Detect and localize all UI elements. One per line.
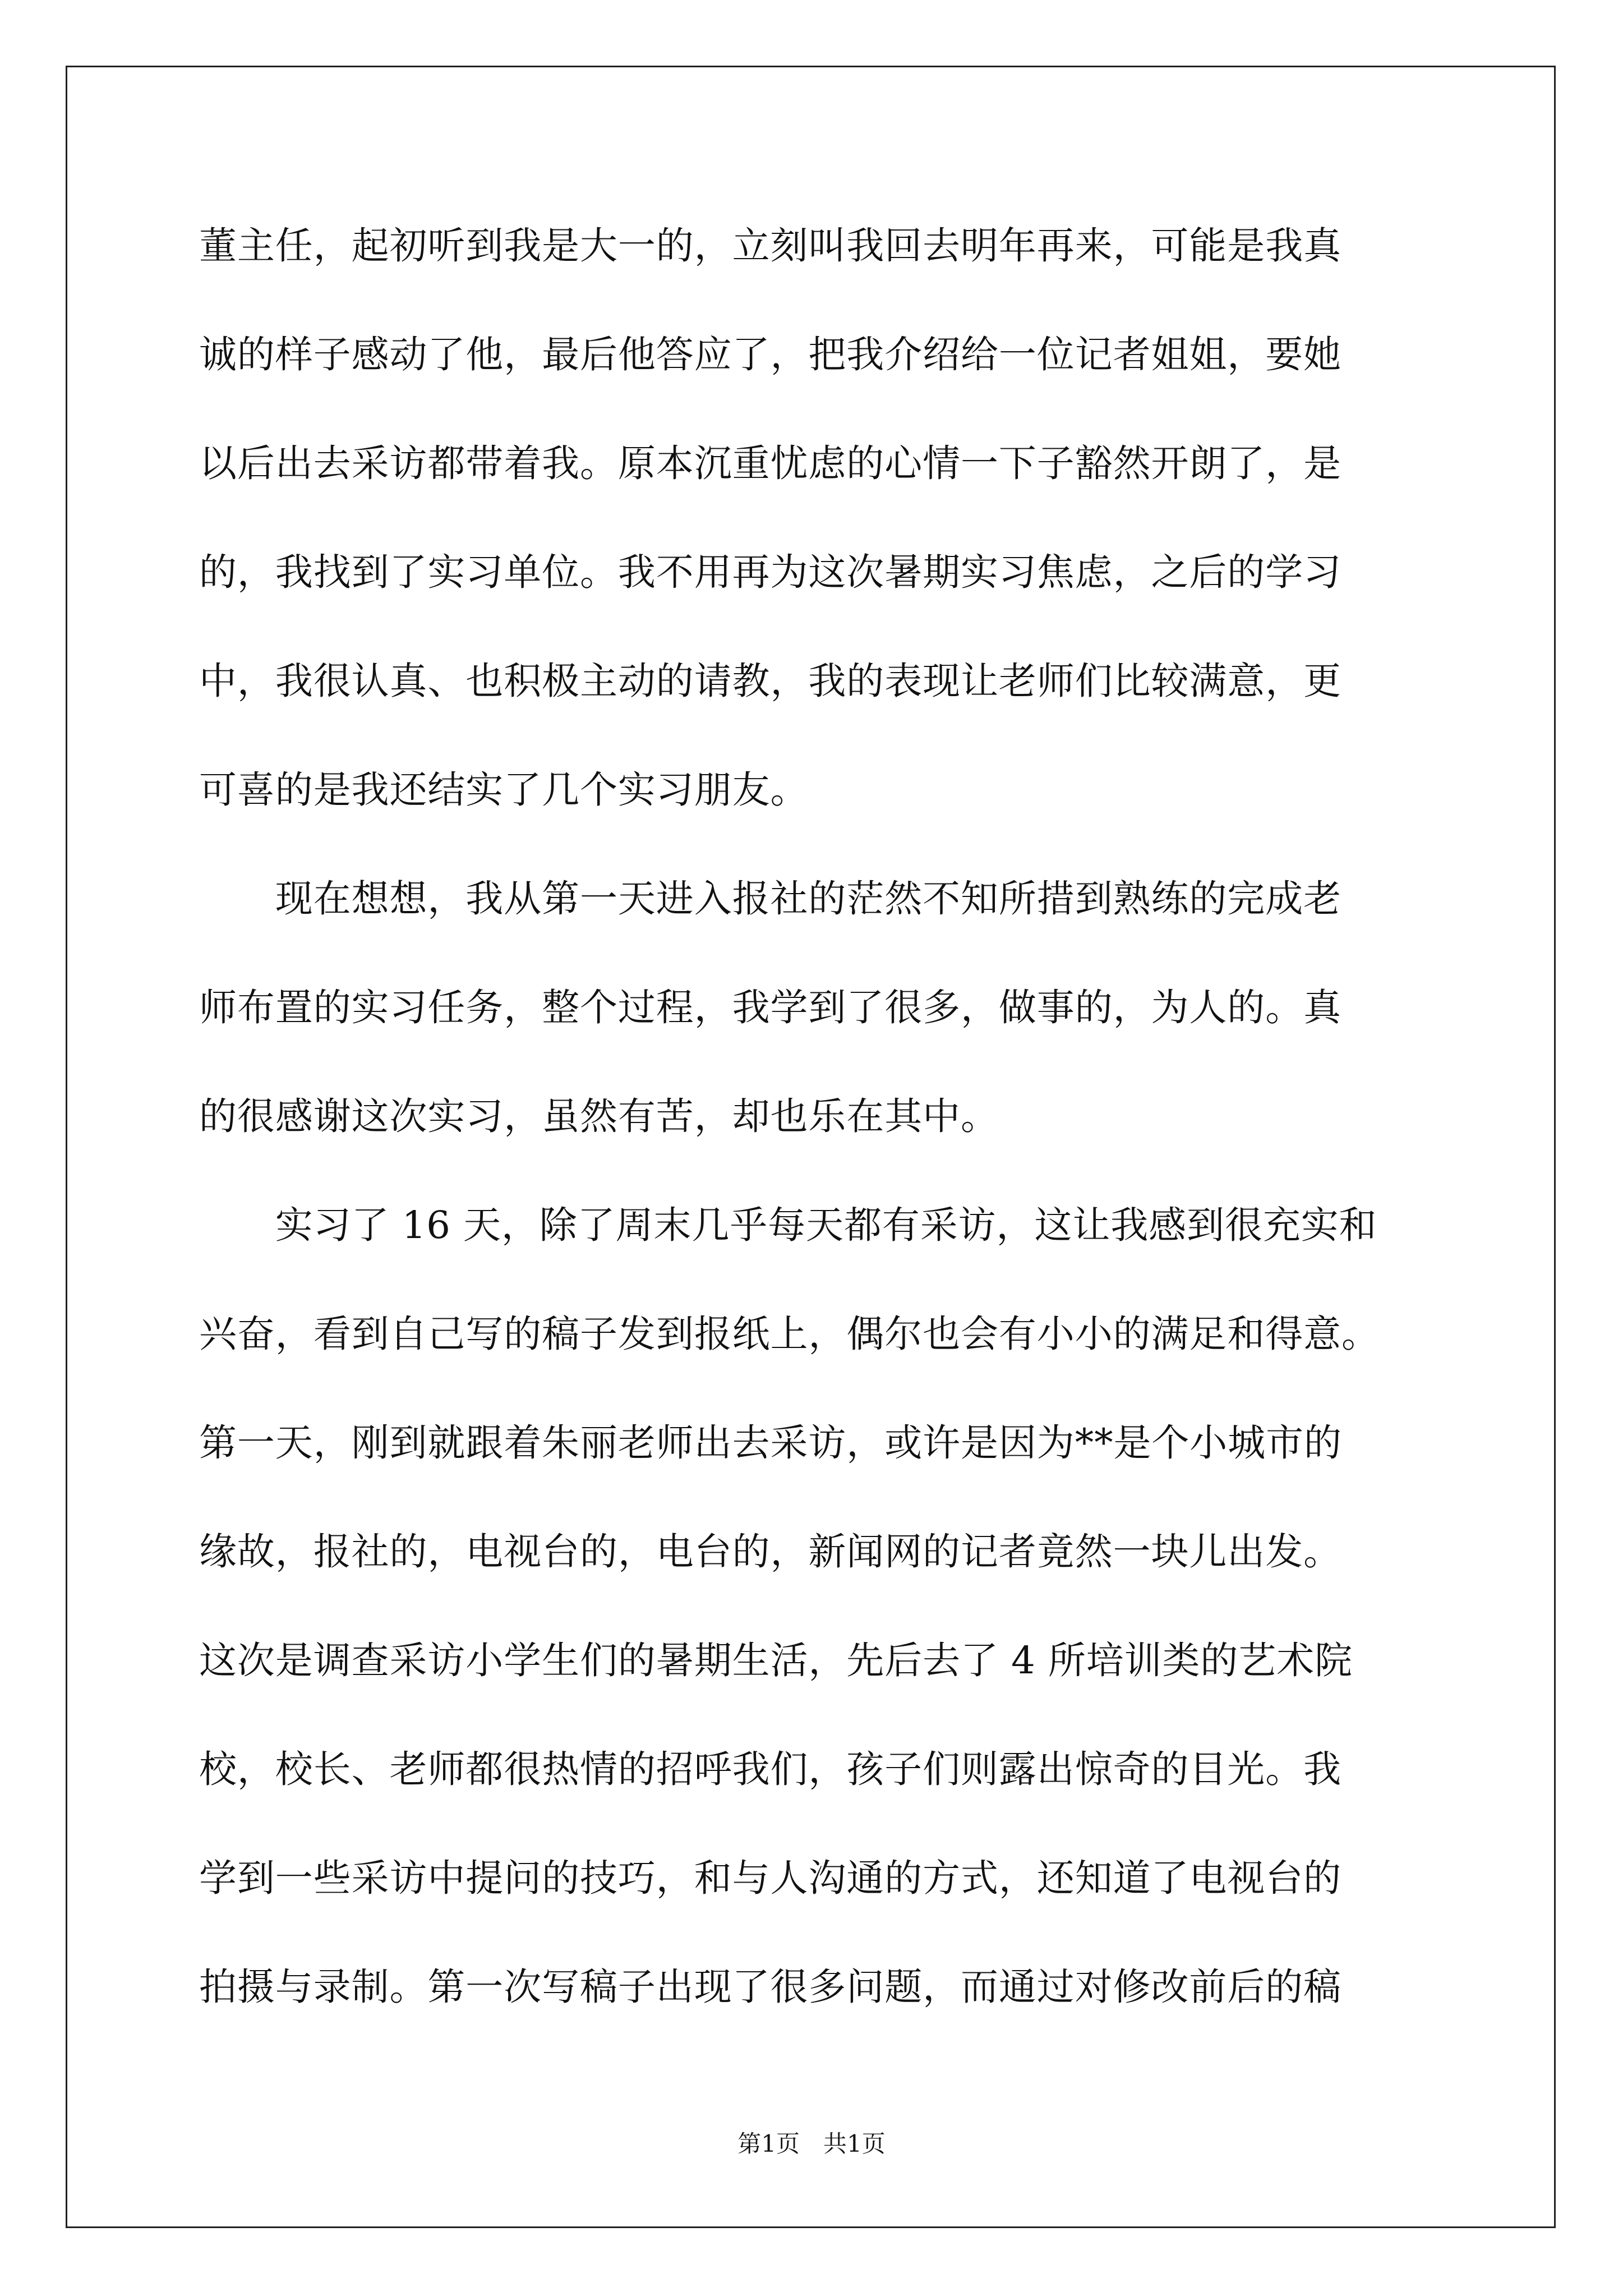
text-line: 兴奋，看到自己写的稿子发到报纸上，偶尔也会有小小的满足和得意。 xyxy=(199,1312,1380,1356)
text-line: 的，我找到了实习单位。我不用再为这次暑期实习焦虑，之后的学习 xyxy=(199,550,1341,594)
text-line: 校，校长、老师都很热情的招呼我们，孩子们则露出惊奇的目光。我 xyxy=(199,1747,1341,1791)
document-body xyxy=(199,206,1433,2056)
text-line: 实习了 16 天，除了周末几乎每天都有采访，这让我感到很充实和 xyxy=(199,1203,1377,1247)
text-line: 现在想想，我从第一天进入报社的茫然不知所措到熟练的完成老 xyxy=(199,877,1341,921)
text-line: 的很感谢这次实习，虽然有苦，却也乐在其中。 xyxy=(199,1094,999,1138)
text-line: 第一天，刚到就跟着朱丽老师出去采访，或许是因为**是个小城市的 xyxy=(199,1421,1342,1465)
page-footer: 第1页 共1页 xyxy=(737,2130,886,2157)
text-line: 以后出去采访都带着我。原本沉重忧虑的心情一下子豁然开朗了，是 xyxy=(199,441,1341,485)
text-line: 中，我很认真、也积极主动的请教，我的表现让老师们比较满意，更 xyxy=(199,659,1341,703)
text-line: 可喜的是我还结实了几个实习朋友。 xyxy=(199,768,809,812)
text-line: 师布置的实习任务，整个过程，我学到了很多，做事的，为人的。真 xyxy=(199,986,1341,1029)
text-line: 这次是调查采访小学生们的暑期生活，先后去了 4 所培训类的艺术院 xyxy=(199,1639,1353,1682)
text-line: 学到一些采访中提问的技巧，和与人沟通的方式，还知道了电视台的 xyxy=(199,1856,1341,1900)
text-line: 缘故，报社的，电视台的，电台的，新闻网的记者竟然一块儿出发。 xyxy=(199,1530,1341,1573)
text-line: 董主任，起初听到我是大一的，立刻叫我回去明年再来，可能是我真 xyxy=(199,224,1341,268)
text-line: 拍摄与录制。第一次写稿子出现了很多问题，而通过对修改前后的稿 xyxy=(199,1965,1341,2009)
text-line: 诚的样子感动了他，最后他答应了，把我介绍给一位记者姐姐，要她 xyxy=(199,333,1341,376)
